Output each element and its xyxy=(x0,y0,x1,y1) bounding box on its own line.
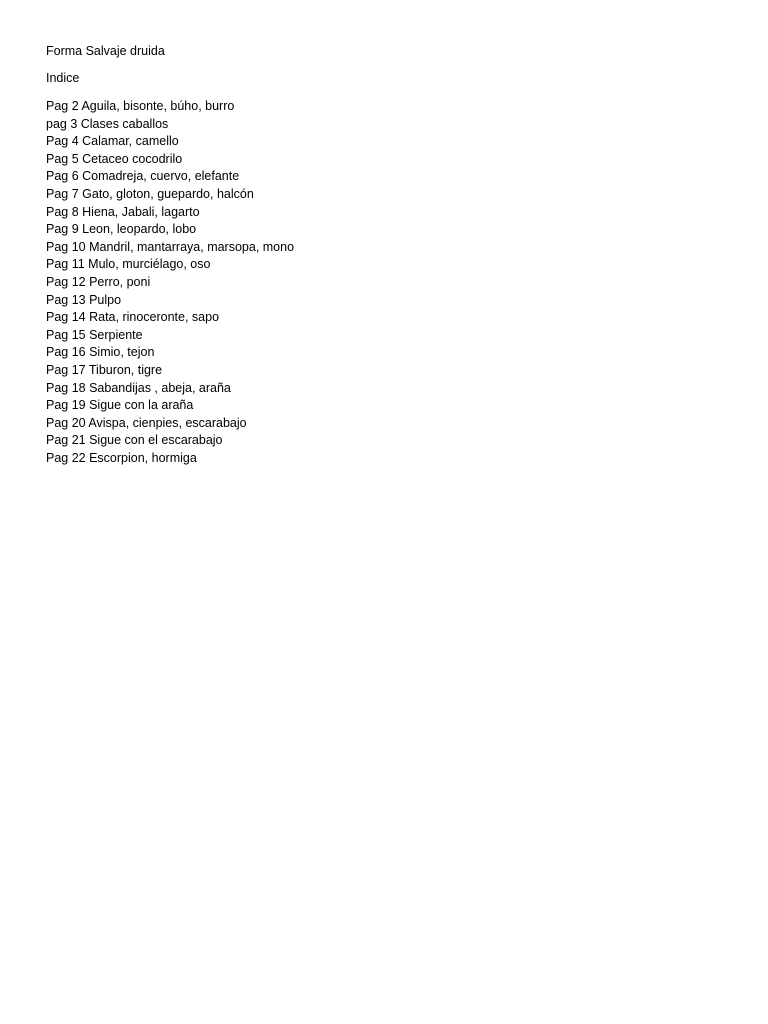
document-body xyxy=(46,43,726,467)
index-entry: Pag 20 Avispa, cienpies, escarabajo xyxy=(46,415,247,430)
index-entry: Pag 22 Escorpion, hormiga xyxy=(46,450,197,465)
index-entry: Pag 16 Simio, tejon xyxy=(46,345,155,360)
index-entry: Pag 19 Sigue con la araña xyxy=(46,398,194,413)
index-heading: Indice xyxy=(46,71,80,85)
index-entry: Pag 4 Calamar, camello xyxy=(46,134,179,149)
index-entry: Pag 10 Mandril, mantarraya, marsopa, mono xyxy=(46,239,295,254)
index-entry: Pag 7 Gato, gloton, guepardo, halcón xyxy=(46,186,254,201)
index-entry: pag 3 Clases caballos xyxy=(46,116,169,131)
index-entry: Pag 11 Mulo, murciélago, oso xyxy=(46,257,211,272)
index-entry: Pag 13 Pulpo xyxy=(46,292,122,307)
index-entry: Pag 2 Aguila, bisonte, búho, burro xyxy=(46,99,235,113)
index-list xyxy=(46,98,726,467)
index-entry: Pag 14 Rata, rinoceronte, sapo xyxy=(46,310,220,325)
index-entry: Pag 6 Comadreja, cuervo, elefante xyxy=(46,169,240,184)
index-entry: Pag 9 Leon, leopardo, lobo xyxy=(46,222,197,237)
index-entry: Pag 17 Tiburon, tigre xyxy=(46,362,163,377)
index-entry: Pag 12 Perro, poni xyxy=(46,274,151,289)
index-entry: Pag 21 Sigue con el escarabajo xyxy=(46,433,223,448)
index-entry: Pag 5 Cetaceo cocodrilo xyxy=(46,151,183,166)
document-title: Forma Salvaje druida xyxy=(46,44,165,58)
index-entry: Pag 18 Sabandijas , abeja, araña xyxy=(46,380,231,395)
index-entry: Pag 8 Hiena, Jabali, lagarto xyxy=(46,204,200,219)
index-entry: Pag 15 Serpiente xyxy=(46,327,143,342)
